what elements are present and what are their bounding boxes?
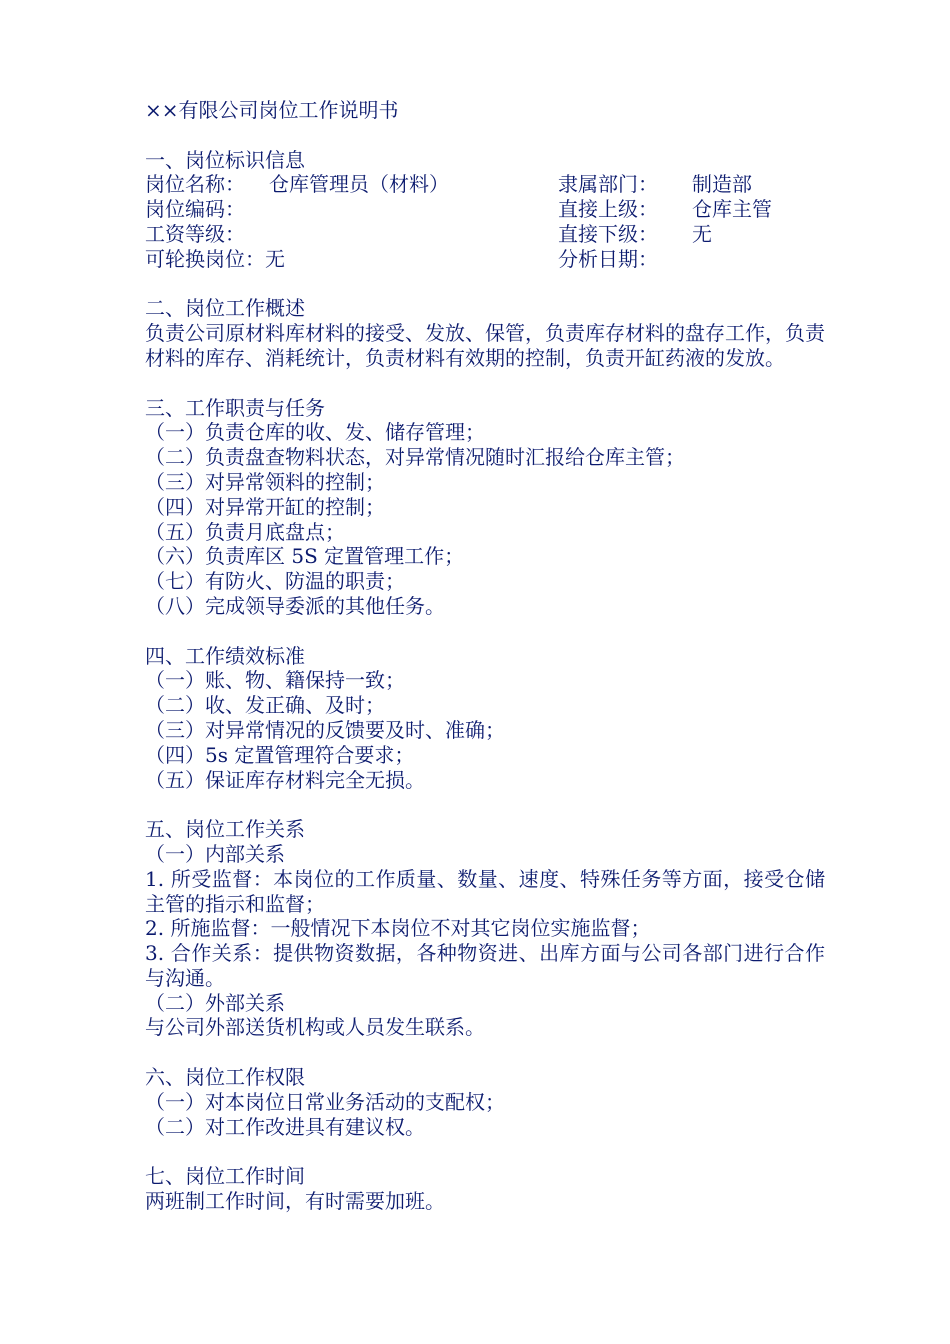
overview-paragraph: 负责公司原材料库材料的接受、发放、保管，负责库存材料的盘存工作，负责材料的库存、消耗统计，负责材料有效期的控制，负责开缸药液的发放。 xyxy=(145,321,825,370)
list-item: （三）对异常情况的反馈要及时、准确； xyxy=(145,717,505,742)
spacer xyxy=(145,1139,825,1164)
list-item: （八）完成领导委派的其他任务。 xyxy=(145,593,445,618)
info-label: 岗位编码： xyxy=(145,197,245,222)
spacer xyxy=(145,792,825,817)
relation-paragraph: 2. 所施监督：一般情况下本岗位不对其它岗位实施监督； xyxy=(145,916,651,941)
spacer xyxy=(145,619,825,644)
list-item: （五）保证库存材料完全无损。 xyxy=(145,767,425,792)
info-value: 仓库主管 xyxy=(692,197,772,222)
list-item: （四）5s 定置管理符合要求； xyxy=(145,742,415,767)
list-item: （三）对异常领料的控制； xyxy=(145,469,385,494)
list-item: （二）对工作改进具有建议权。 xyxy=(145,1114,425,1139)
list-item: （四）对异常开缸的控制； xyxy=(145,494,385,519)
spacer xyxy=(145,123,825,148)
info-value xyxy=(269,222,558,247)
document-title: ××有限公司岗位工作说明书 xyxy=(145,98,399,122)
section-3-heading: 三、工作职责与任务 xyxy=(145,395,325,420)
section-7-heading: 七、岗位工作时间 xyxy=(145,1164,305,1189)
section-2-heading: 二、岗位工作概述 xyxy=(145,296,305,321)
list-item: （二）负责盘查物料状态，对异常情况随时汇报给仓库主管； xyxy=(145,445,685,470)
section-1-heading: 一、岗位标识信息 xyxy=(145,147,305,172)
subsection-heading: （二）外部关系 xyxy=(145,990,285,1015)
relation-paragraph: 3. 合作关系：提供物资数据，各种物资进、出库方面与公司各部门进行合作与沟通。 xyxy=(145,941,825,990)
info-value: 无 xyxy=(692,221,712,246)
relation-paragraph: 1. 所受监督：本岗位的工作质量、数量、速度、特殊任务等方面，接受仓储主管的指示和监督； xyxy=(145,866,825,916)
info-value: 仓库管理员（材料） xyxy=(269,172,449,197)
info-label: 直接上级： xyxy=(558,197,658,222)
info-value xyxy=(269,197,558,222)
list-item: （一）账、物、籍保持一致； xyxy=(145,668,405,693)
info-value: 制造部 xyxy=(692,172,752,197)
list-item: （七）有防火、防温的职责； xyxy=(145,569,405,594)
relation-paragraph: 与公司外部送货机构或人员发生联系。 xyxy=(145,1015,485,1040)
document-body xyxy=(145,98,825,1214)
info-label: 岗位名称： xyxy=(145,172,245,197)
info-label: 可轮换岗位：无 xyxy=(145,246,285,271)
info-label: 分析日期： xyxy=(558,246,658,271)
work-time-text: 两班制工作时间，有时需要加班。 xyxy=(145,1189,445,1214)
list-item: （二）收、发正确、及时； xyxy=(145,693,385,718)
info-row xyxy=(145,247,825,272)
info-label: 直接下级： xyxy=(558,221,658,246)
info-value xyxy=(692,247,812,272)
info-row xyxy=(145,197,825,222)
list-item: （六）负责库区 5S 定置管理工作； xyxy=(145,544,465,569)
spacer xyxy=(145,272,825,297)
section-5-heading: 五、岗位工作关系 xyxy=(145,817,305,842)
subsection-heading: （一）内部关系 xyxy=(145,841,285,866)
info-label: 工资等级： xyxy=(145,221,245,246)
section-6-heading: 六、岗位工作权限 xyxy=(145,1065,305,1090)
list-item: （一）负责仓库的收、发、储存管理； xyxy=(145,420,485,445)
info-row xyxy=(145,222,825,247)
info-label: 隶属部门： xyxy=(558,172,658,197)
spacer xyxy=(145,1040,825,1065)
info-row xyxy=(145,172,825,197)
list-item: （五）负责月底盘点； xyxy=(145,519,345,544)
list-item: （一）对本岗位日常业务活动的支配权； xyxy=(145,1089,505,1114)
section-4-heading: 四、工作绩效标准 xyxy=(145,643,305,668)
spacer xyxy=(145,371,825,396)
